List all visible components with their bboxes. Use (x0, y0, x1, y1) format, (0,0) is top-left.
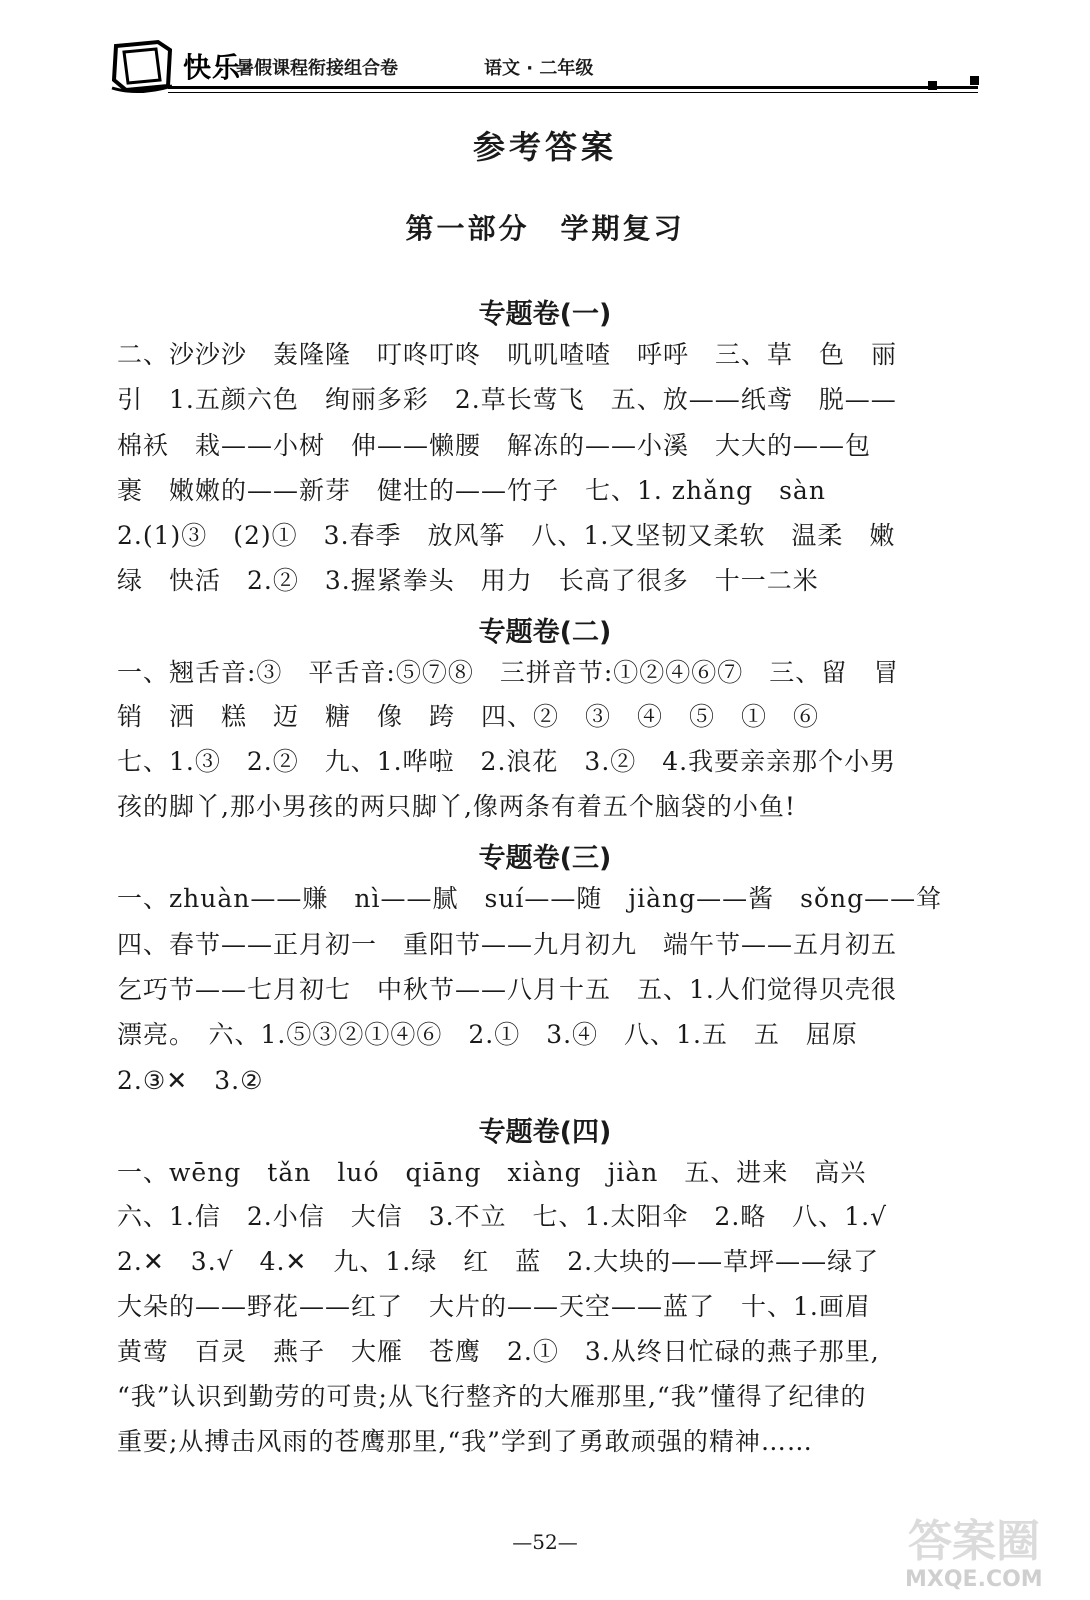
page-title: 参考答案 (472, 128, 617, 166)
answer-line: 裹 嫩嫩的——新芽 健壮的——竹子 七、1. zhǎng sàn (117, 476, 826, 505)
answer-line: 四、春节——正月初一 重阳节——九月初九 端午节——五月初五 (117, 930, 898, 959)
section-title-4: 专题卷(四) (478, 1117, 612, 1148)
watermark-logo-text: 答案圈 (908, 1516, 1040, 1567)
answer-line: 漂亮。 六、1.⑤③②①④⑥ 2.① 3.④ 八、1.五 五 屈原 (117, 1020, 858, 1049)
answer-line: 一、翘舌音:③ 平舌音:⑤⑦⑧ 三拼音节:①②④⑥⑦ 三、留 冒 (117, 658, 900, 687)
section-title-3: 专题卷(三) (478, 843, 612, 874)
page-number: —52— (512, 1530, 578, 1554)
rule-square-decoration (970, 76, 979, 85)
answer-line: 乞巧节——七月初七 中秋节——八月十五 五、1.人们觉得贝壳很 (117, 975, 897, 1004)
answer-line: 六、1.信 2.小信 大信 3.不立 七、1.太阳伞 2.略 八、1.√ (117, 1202, 888, 1231)
answer-line: “我”认识到勤劳的可贵;从飞行整齐的大雁那里,“我”懂得了纪律的 (117, 1382, 867, 1411)
answer-line: 一、zhuàn——赚 nì——腻 suí——随 jiàng——酱 sǒng——耸 (117, 884, 943, 913)
page-header (108, 36, 988, 106)
header-rule (168, 86, 978, 89)
answer-line: 一、wēng tǎn luó qiāng xiàng jiàn 五、进来 高兴 (117, 1158, 867, 1187)
answer-line: 棉袄 栽——小树 伸——懒腰 解冻的——小溪 大大的——包 (117, 431, 872, 460)
answer-line: 重要;从搏击风雨的苍鹰那里,“我”学到了勇敢顽强的精神…… (117, 1427, 813, 1456)
watermark-url: MXQE.COM (905, 1567, 1043, 1592)
series-title: 暑假课程衔接组合卷 (236, 58, 398, 79)
answer-line: 孩的脚丫,那小男孩的两只脚丫,像两条有着五个脑袋的小鱼! (117, 792, 796, 821)
answer-line: 二、沙沙沙 轰隆隆 叮咚叮咚 叽叽喳喳 呼呼 三、草 色 丽 (117, 340, 898, 369)
answer-line: 绿 快活 2.② 3.握紧拳头 用力 长高了很多 十一二米 (117, 566, 819, 595)
section-title-1: 专题卷(一) (478, 299, 612, 330)
answer-line: 2.✕ 3.√ 4.✕ 九、1.绿 红 蓝 2.大块的——草坪——绿了 (117, 1247, 880, 1276)
answer-line: 大朵的——野花——红了 大片的——天空——蓝了 十、1.画眉 (117, 1292, 871, 1321)
header-rule-thin (168, 92, 978, 93)
subject-grade: 语文 · 二年级 (484, 58, 594, 79)
section-title-2: 专题卷(二) (478, 617, 612, 648)
brand-name: 快乐 (183, 51, 242, 84)
answer-line: 黄莺 百灵 燕子 大雁 苍鹰 2.① 3.从终日忙碌的燕子那里, (117, 1337, 880, 1366)
answer-line: 引 1.五颜六色 绚丽多彩 2.草长莺飞 五、放——纸鸢 脱—— (117, 385, 897, 414)
answer-line: 2.(1)③ (2)① 3.春季 放风筝 八、1.又坚韧又柔软 温柔 嫩 (117, 521, 896, 550)
answer-line: 七、1.③ 2.② 九、1.哗啦 2.浪花 3.② 4.我要亲亲那个小男 (117, 747, 897, 776)
answer-line: 销 洒 糕 迈 糖 像 跨 四、② ③ ④ ⑤ ① ⑥ (117, 702, 820, 731)
answer-line: 2.③✕ 3.② (117, 1066, 264, 1095)
rule-square-decoration (928, 81, 937, 90)
watermark (880, 1505, 1080, 1595)
part-title: 第一部分 学期复习 (405, 212, 685, 245)
